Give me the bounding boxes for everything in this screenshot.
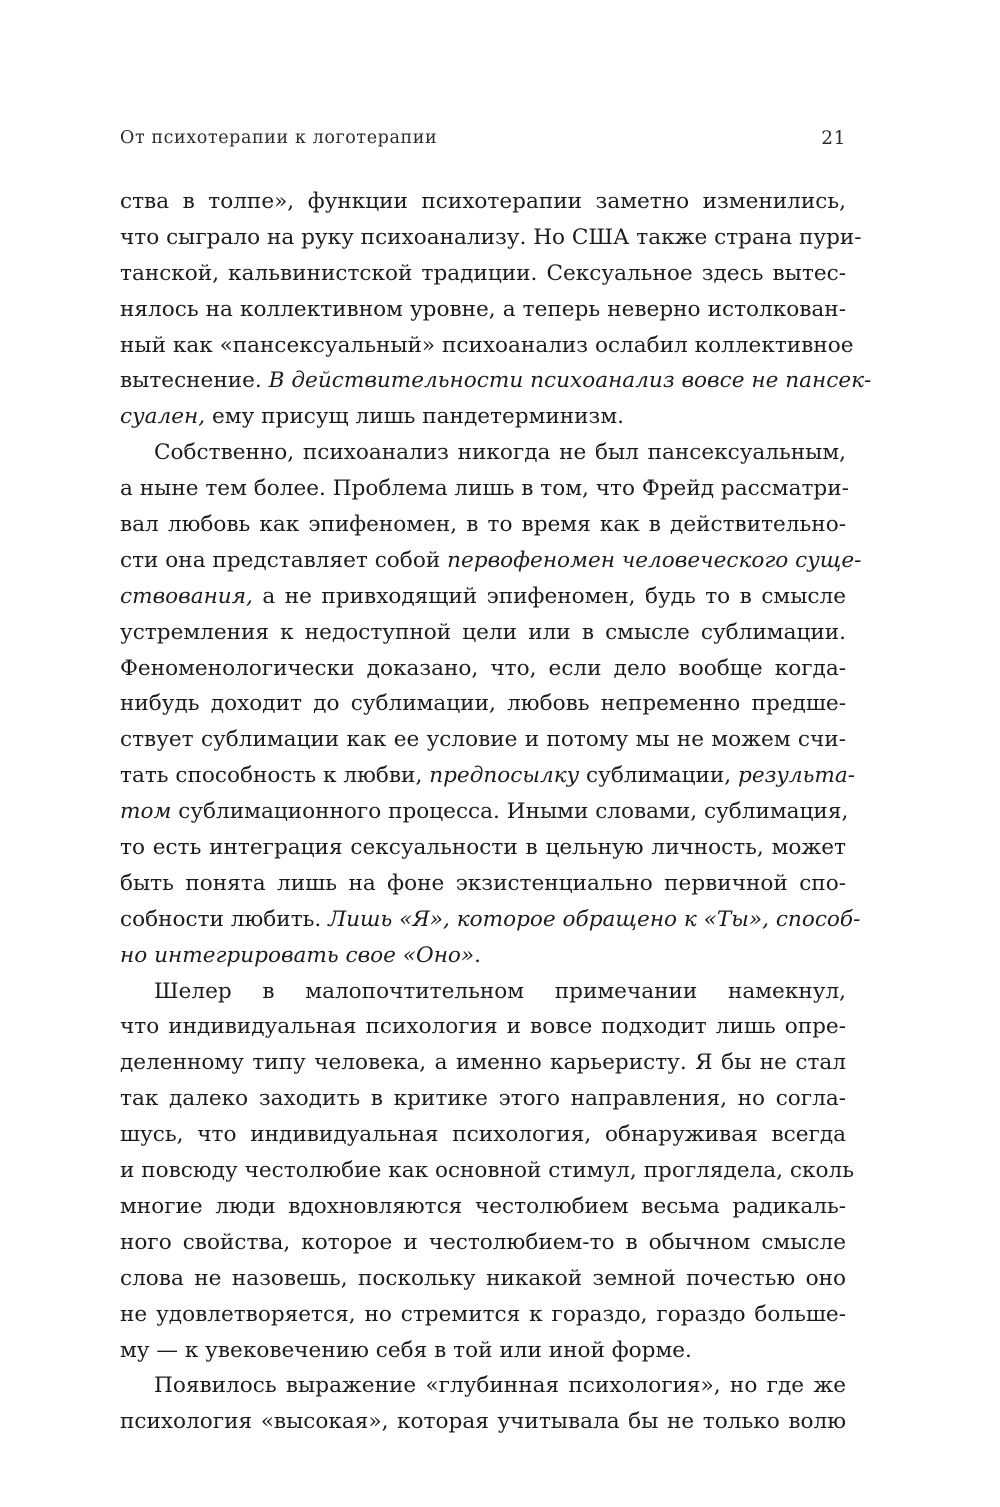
text-segment: шусь, что индивидуальная психология, обнаруживая всегда xyxy=(120,1122,846,1148)
text-line xyxy=(120,866,846,902)
text-segment: нибудь доходит до сублимации, любовь непременно предше- xyxy=(120,691,846,717)
text-line xyxy=(120,543,862,579)
text-line xyxy=(120,794,849,830)
italic-text: Лишь «Я», которое обращено к «Ты», способ- xyxy=(328,906,861,932)
text-segment: и повсюду честолюбие как основной стимул, проглядела, сколь xyxy=(120,1158,854,1184)
text-line xyxy=(120,1368,846,1404)
text-line xyxy=(120,1009,846,1045)
text-line xyxy=(120,1081,846,1117)
text-segment: вытеснение. xyxy=(120,368,269,394)
text-line xyxy=(120,974,846,1010)
text-segment: многие люди вдохновляются честолюбием весьма радикаль- xyxy=(120,1193,846,1219)
text-segment: а ныне тем более. Проблема лишь в том, что Фрейд рассматри- xyxy=(120,476,849,502)
text-line xyxy=(120,292,846,328)
page-number: 21 xyxy=(821,128,846,149)
italic-text: том xyxy=(120,799,172,825)
text-line xyxy=(120,399,846,435)
text-segment: Появилось выражение «глубинная психология», но где же xyxy=(154,1373,846,1399)
text-line xyxy=(120,579,846,615)
text-line xyxy=(120,1153,854,1189)
text-segment: быть понята лишь на фоне экзистенциально первичной спо- xyxy=(120,870,846,896)
italic-text: ствования, xyxy=(120,583,253,609)
text-segment: вал любовь как эпифеномен, в то время как в действительно- xyxy=(120,512,846,538)
paragraph xyxy=(120,184,872,435)
text-line xyxy=(120,1117,846,1153)
text-line xyxy=(120,1045,846,1081)
text-line xyxy=(120,363,872,399)
italic-text: первофеномен человеческого суще- xyxy=(447,547,862,573)
text-line xyxy=(120,1297,846,1333)
text-segment: то есть интеграция сексуальности в цельную личность, может xyxy=(120,835,846,861)
running-title: От психотерапии к логотерапии xyxy=(120,128,438,148)
text-line xyxy=(120,651,846,687)
text-line xyxy=(120,722,846,758)
text-segment: Шелер в малопочтительном примечании намекнул, xyxy=(154,978,846,1004)
paragraph xyxy=(120,1368,846,1440)
text-line xyxy=(120,830,846,866)
text-line xyxy=(120,1404,846,1440)
text-segment: слова не назовешь, поскольку никакой земной почестью оно xyxy=(120,1265,846,1291)
text-segment: устремления к недоступной цели или в смысле сублимации. xyxy=(120,619,846,645)
text-segment: деленному типу человека, а именно карьеристу. Я бы не стал xyxy=(120,1050,846,1076)
text-line xyxy=(120,758,856,794)
text-line xyxy=(120,902,861,938)
text-segment: ства в толпе», функции психотерапии заметно изменились, xyxy=(120,189,846,214)
text-segment: не удовлетворяется, но стремится к гораздо, гораздо больше- xyxy=(120,1301,846,1327)
italic-text: предпосылку xyxy=(429,763,580,789)
italic-text: но интегрировать свое «Оно». xyxy=(120,942,481,968)
text-segment: что сыграло на руку психоанализу. Но США также страна пури- xyxy=(120,224,862,250)
text-segment: тать способность к любви, xyxy=(120,763,430,789)
text-segment: ный как «пансексуальный» психоанализ ослабил коллективное xyxy=(120,332,854,358)
text-segment: нялось на коллективном уровне, а теперь неверно истолкован- xyxy=(120,296,846,322)
text-segment: ствует сублимации как ее условие и потому мы не можем счи- xyxy=(120,727,846,753)
text-line xyxy=(120,184,846,220)
text-line xyxy=(120,1333,846,1369)
text-line xyxy=(120,1261,846,1297)
text-segment: а не привходящий эпифеномен, будь то в смысле xyxy=(252,583,846,609)
text-line xyxy=(120,938,846,974)
running-header xyxy=(120,128,846,158)
italic-text: суален, xyxy=(120,404,206,430)
text-segment: сублимации, xyxy=(579,763,738,789)
text-segment: собности любить. xyxy=(120,906,329,932)
text-segment: Собственно, психоанализ никогда не был пансексуальным, xyxy=(154,440,846,466)
text-segment: так далеко заходить в критике этого направления, но согла- xyxy=(120,1086,846,1112)
text-line xyxy=(120,1225,846,1261)
text-segment: что индивидуальная психология и вовсе подходит лишь опре- xyxy=(120,1014,846,1040)
text-segment: сти она представляет собой xyxy=(120,547,448,573)
text-line xyxy=(120,1189,846,1225)
text-segment: му — к увековечению себя в той или иной форме. xyxy=(120,1337,692,1363)
text-line xyxy=(120,615,846,651)
text-line xyxy=(120,328,854,364)
paragraph xyxy=(120,435,862,973)
text-segment: Феноменологически доказано, что, если дело вообще когда- xyxy=(120,655,846,681)
paragraph xyxy=(120,974,854,1369)
text-line xyxy=(120,256,846,292)
text-line xyxy=(120,435,846,471)
italic-text: результа- xyxy=(738,763,856,789)
text-segment: ему присущ лишь пандетерминизм. xyxy=(205,404,624,430)
text-line xyxy=(120,471,849,507)
text-line xyxy=(120,686,846,722)
text-segment: ного свойства, которое и честолюбием-то в обычном смысле xyxy=(120,1229,846,1255)
text-segment: сублимационного процесса. Иными словами, сублимация, xyxy=(171,799,849,825)
text-line xyxy=(120,220,862,256)
text-segment: психология «высокая», которая учитывала бы не только волю xyxy=(120,1409,846,1435)
text-segment: танской, кальвинистской традиции. Сексуальное здесь вытес- xyxy=(120,260,846,286)
text-line xyxy=(120,507,846,543)
body-text xyxy=(120,184,872,1440)
italic-text: В действительности психоанализ вовсе не пансек- xyxy=(268,368,872,394)
